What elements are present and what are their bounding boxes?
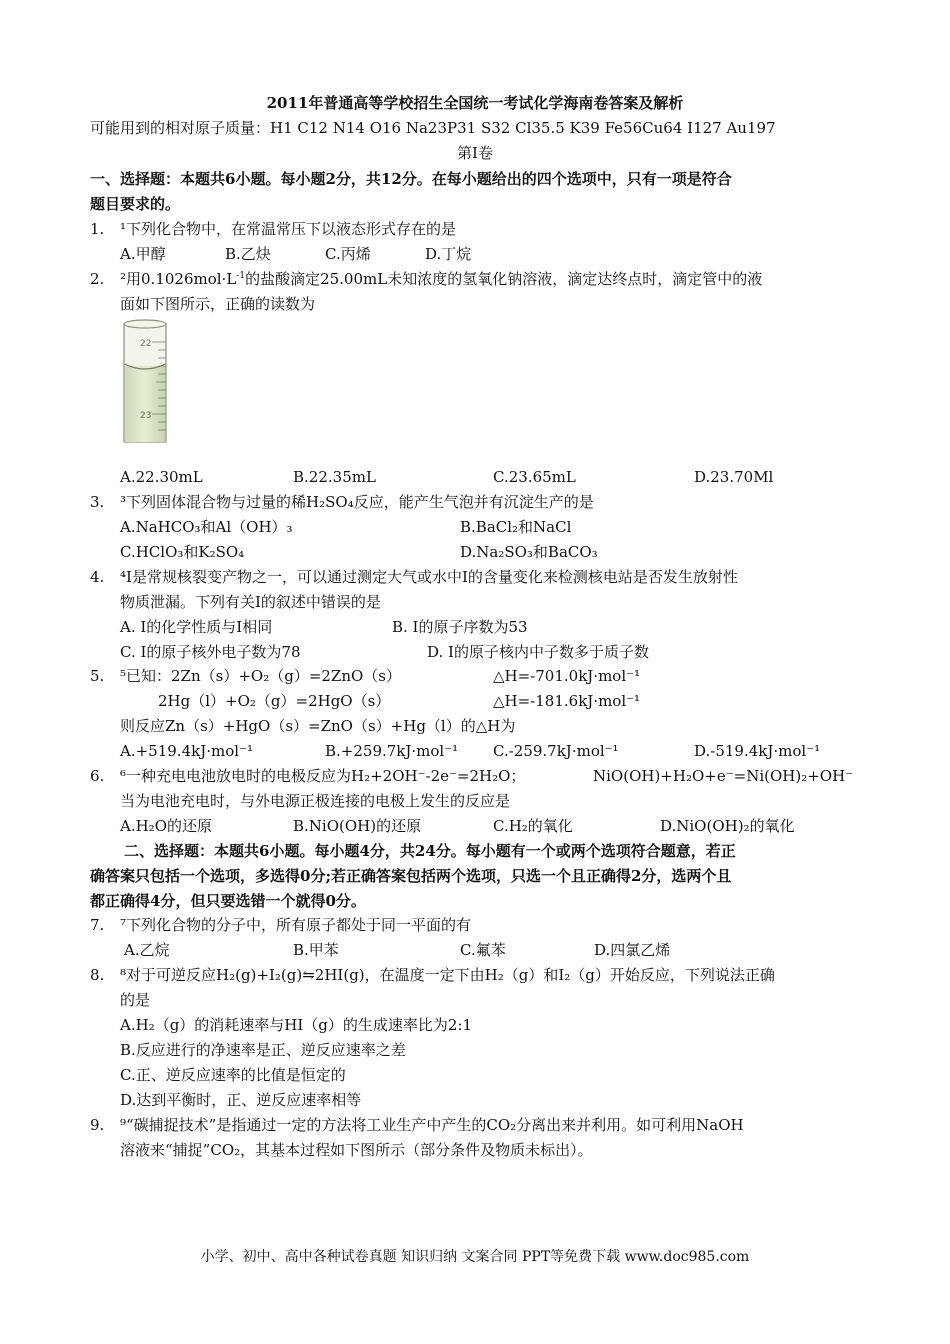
section1-title-line2: 题目要求的。 <box>90 195 181 213</box>
q6-option-c: C.H₂的氧化 <box>493 817 573 835</box>
q8-option-a: A.H₂（g）的消耗速率与HI（g）的生成速率比为2:1 <box>120 1016 473 1034</box>
q5-stem: 则反应Zn（s）+HgO（s）=ZnO（s）+Hg（l）的△H为 <box>120 717 516 735</box>
q4-option-b: B. I的原子序数为53 <box>392 618 528 636</box>
q8-option-b: B.反应进行的净速率是正、逆反应速率之差 <box>120 1041 406 1059</box>
q1-option-d: D.丁烷 <box>425 245 472 263</box>
q4-stem-line1: ⁴I是常规核裂变产物之一，可以通过测定大气或水中I的含量变化来检测核电站是否发生放射性 <box>120 568 738 586</box>
q6-option-b: B.NiO(OH)的还原 <box>293 817 422 835</box>
q2-option-d: D.23.70Ml <box>694 468 774 486</box>
q7-option-b: B.甲苯 <box>293 941 339 959</box>
q4-option-c: C. I的原子核外电子数为78 <box>120 643 301 661</box>
q7-option-c: C.氟苯 <box>460 941 506 959</box>
q6-stem-line2: 当为电池充电时，与外电源正极连接的电极上发生的反应是 <box>120 792 511 810</box>
q5-option-d: D.-519.4kJ·mol⁻¹ <box>694 742 821 760</box>
q1-stem: ¹下列化合物中，在常温常压下以液态形式存在的是 <box>120 220 457 238</box>
q2-stem-part1: ²用0.1026mol·L <box>120 270 237 288</box>
q6-option-d: D.NiO(OH)₂的氧化 <box>660 817 795 835</box>
q6-stem-line1a: ⁶一种充电电池放电时的电极反应为H₂+2OH⁻-2e⁻=2H₂O； <box>120 767 526 785</box>
question-number: 3. <box>90 493 105 511</box>
question-number: 9. <box>90 1116 105 1134</box>
q4-option-d: D. I的原子核内中子数多于质子数 <box>427 643 649 661</box>
q2-stem-line1 <box>120 268 762 290</box>
q3-option-b: B.BaCl₂和NaCl <box>460 518 572 536</box>
q5-enthalpy-2: △H=-181.6kJ·mol⁻¹ <box>493 692 641 710</box>
q2-option-c: C.23.65mL <box>493 468 576 486</box>
burette-figure <box>118 318 178 446</box>
burette-label-23: 23 <box>140 411 152 421</box>
q8-option-c: C.正、逆反应速率的比值是恒定的 <box>120 1066 346 1084</box>
q5-equation-2: 2Hg（l）+O₂（g）=2HgO（s） <box>158 692 391 710</box>
q4-option-a: A. I的化学性质与I相同 <box>120 618 273 636</box>
q5-enthalpy-1: △H=-701.0kJ·mol⁻¹ <box>493 667 641 685</box>
burette-label-22: 22 <box>140 339 152 349</box>
atomic-masses-line: 可能用到的相对原子质量：H1 C12 N14 O16 Na23P31 S32 Cl35.5 K39 Fe56Cu64 I127 Au197 <box>90 119 776 137</box>
q3-option-c: C.HClO₃和K₂SO₄ <box>120 543 245 561</box>
q6-stem-line1b: NiO(OH)+H₂O+e⁻=Ni(OH)₂+OH⁻ <box>593 767 854 785</box>
q9-stem-line2: 溶液来“捕捉”CO₂，其基本过程如下图所示（部分条件及物质未标出）。 <box>120 1141 593 1159</box>
q9-stem-line1: ⁹“碳捕捉技术”是指通过一定的方法将工业生产中产生的CO₂分离出来并利用。如可利用NaOH <box>120 1116 744 1134</box>
q2-option-b: B.22.35mL <box>293 468 376 486</box>
q8-stem-line2: 的是 <box>120 991 151 1009</box>
q4-stem-line2: 物质泄漏。下列有关I的叙述中错误的是 <box>120 593 381 611</box>
question-number: 7. <box>90 916 105 934</box>
q5-option-b: B.+259.7kJ·mol⁻¹ <box>325 742 459 760</box>
q3-option-d: D.Na₂SO₃和BaCO₃ <box>460 543 598 561</box>
q1-option-b: B.乙炔 <box>225 245 271 263</box>
section2-title-line2: 确答案只包括一个选项，多选得0分;若正确答案包括两个选项，只选一个且正确得2分，选两个且 <box>90 867 732 885</box>
q2-stem-line2: 面如下图所示，正确的读数为 <box>120 295 316 313</box>
volume-label: 第I卷 <box>457 144 493 162</box>
q2-stem-part2: 的盐酸滴定25.00mL未知浓度的氢氧化钠溶液，滴定达终点时，滴定管中的液 <box>245 270 763 288</box>
section2-title-line1: 二、选择题：本题共6小题。每小题4分，共24分。每小题有一个或两个选项符合题意，若正 <box>124 842 736 860</box>
question-number: 2. <box>90 270 105 288</box>
q3-stem: ³下列固体混合物与过量的稀H₂SO₄反应，能产生气泡并有沉淀生产的是 <box>120 493 594 511</box>
question-number: 8. <box>90 966 105 984</box>
question-number: 5. <box>90 667 105 685</box>
q1-option-a: A.甲醇 <box>120 245 166 263</box>
q7-stem: ⁷下列化合物的分子中，所有原子都处于同一平面的有 <box>120 916 472 934</box>
q2-option-a: A.22.30mL <box>120 468 203 486</box>
q3-option-a: A.NaHCO₃和Al（OH）₃ <box>120 518 293 536</box>
q8-option-d: D.达到平衡时，正、逆反应速率相等 <box>120 1091 362 1109</box>
question-number: 1. <box>90 220 105 238</box>
q8-stem-line1: ⁸对于可逆反应H₂(g)+I₂(g)⇋2HI(g)，在温度一定下由H₂（g）和I₂（g）开始反应，下列说法正确 <box>120 966 775 984</box>
q5-equation-1: ⁵已知：2Zn（s）+O₂（g）=2ZnO（s） <box>120 667 402 685</box>
q5-option-a: A.+519.4kJ·mol⁻¹ <box>120 742 253 760</box>
page-footer: 小学、初中、高中各种试卷真题 知识归纳 文案合同 PPT等免费下载 www.doc985.com <box>200 1249 750 1265</box>
q1-option-c: C.丙烯 <box>325 245 371 263</box>
q2-unit-superscript: -1 <box>236 271 246 281</box>
section1-title-line1: 一、选择题：本题共6小题。每小题2分，共12分。在每小题给出的四个选项中，只有一项是符合 <box>90 170 732 188</box>
question-number: 6. <box>90 767 105 785</box>
question-number: 4. <box>90 568 105 586</box>
section2-title-line3: 都正确得4分，但只要选错一个就得0分。 <box>90 892 366 910</box>
q7-option-a: A.乙烷 <box>124 941 170 959</box>
document-title: 2011年普通高等学校招生全国统一考试化学海南卷答案及解析 <box>266 94 684 112</box>
q5-option-c: C.-259.7kJ·mol⁻¹ <box>493 742 619 760</box>
q6-option-a: A.H₂O的还原 <box>120 817 212 835</box>
q7-option-d: D.四氯乙烯 <box>594 941 671 959</box>
